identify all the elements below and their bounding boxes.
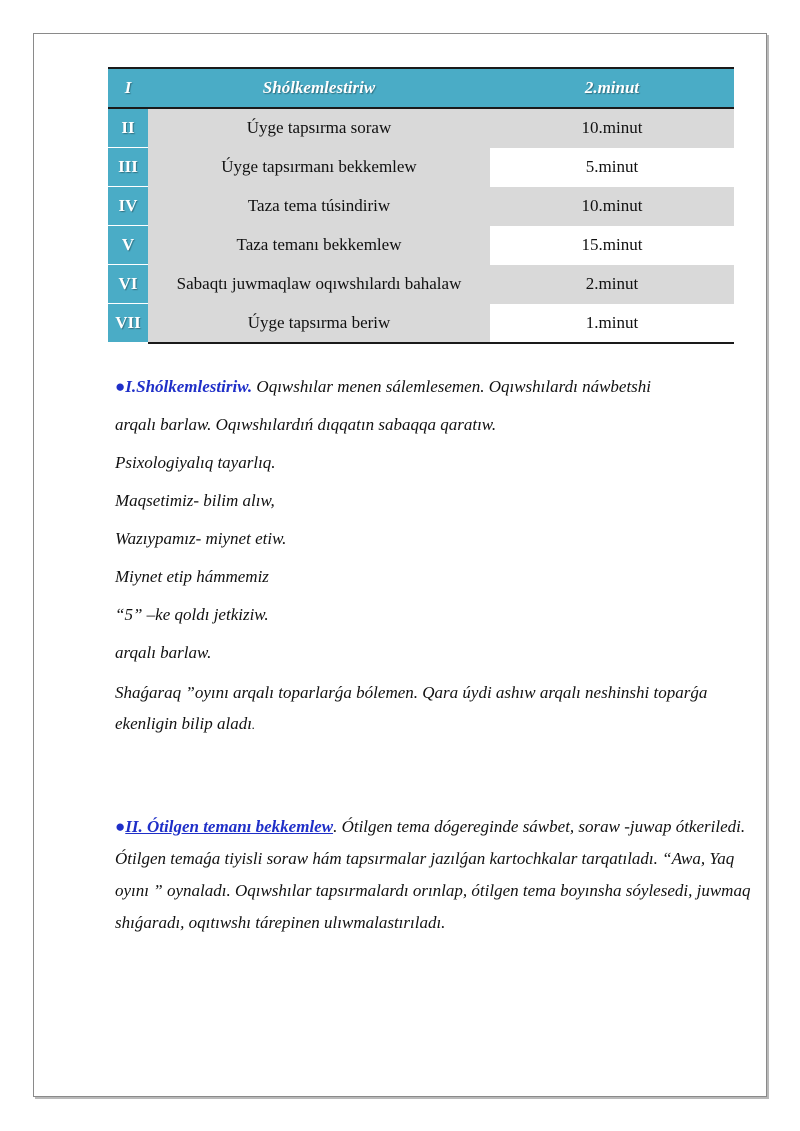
stage-number: II xyxy=(108,108,148,148)
section1-line: Wazıypamız- miynet etiw. xyxy=(115,529,287,548)
section1-line: Psixologiyalıq tayarlıq. xyxy=(115,453,276,472)
stage-name: Shólkemlestiriw xyxy=(148,68,490,108)
stage-number: IV xyxy=(108,187,148,226)
table-row xyxy=(108,148,734,187)
section1-intro: Oqıwshılar menen sálemlesemen. Oqıwshılardı náwbetshi xyxy=(252,377,652,396)
section1-line: arqalı barlaw. xyxy=(115,643,212,662)
table-row xyxy=(108,304,734,343)
section2-paragraph xyxy=(115,677,755,740)
stage-name: Úyge tapsırma soraw xyxy=(148,108,490,148)
stage-name: Taza tema túsindiriw xyxy=(148,187,490,226)
section1-heading: ●I.Shólkemlestiriw. xyxy=(115,377,253,396)
stage-name: Sabaqtı juwmaqlaw oqıwshılardı bahalaw xyxy=(148,265,490,304)
section2-text: Shaǵaraq ”oyını arqalı toparlarǵa bólemen. Qara úydi ashıw arqalı neshinshi toparǵa ekenligin bilip aladı xyxy=(115,683,708,733)
section3-text: . Ótilgen tema dógereginde sáwbet, soraw -juwap ótkeriledi. Ótilgen temaǵa tiyisli soraw hám tapsırmalar jazılǵan kartochkalar tarqatıladı. “Awa, Yaq oyını ” oynaladı. Oqıwshılar tapsırmalardı orınlap, ótilgen tema boyınsha sóylesedi, juwmaq shıǵaradı, oqıtıwshı tárepinen ulıwmalastırıladı. xyxy=(115,817,751,932)
table-row xyxy=(108,187,734,226)
stage-number: I xyxy=(108,68,148,108)
table-row xyxy=(108,108,734,148)
section1-line: “5” –ke qoldı jetkiziw. xyxy=(115,605,269,624)
section3-bullet: ● xyxy=(115,817,126,836)
stage-number: VII xyxy=(108,304,148,343)
section1-line: Maqsetimiz- bilim alıw, xyxy=(115,491,275,510)
stage-number: VI xyxy=(108,265,148,304)
stage-name: Úyge tapsırmanı bekkemlew xyxy=(148,148,490,187)
stage-time: 10.minut xyxy=(490,187,734,226)
section1-paragraph xyxy=(115,368,755,406)
lesson-plan-table xyxy=(108,67,734,344)
section1-line: Miynet etip hámmemiz xyxy=(115,567,269,586)
stage-time: 1.minut xyxy=(490,304,734,343)
section3-heading: II. Ótilgen temanı bekkemlew xyxy=(125,817,334,836)
stage-time: 15.minut xyxy=(490,226,734,265)
table-row xyxy=(108,265,734,304)
stage-time: 5.minut xyxy=(490,148,734,187)
section1-line: arqalı barlaw. Oqıwshılardıń dıqqatın sabaqqa qaratıw. xyxy=(115,415,497,434)
stage-time: 2.minut xyxy=(490,265,734,304)
stage-time: 10.minut xyxy=(490,108,734,148)
table-row xyxy=(108,226,734,265)
stage-number: V xyxy=(108,226,148,265)
table-header-row xyxy=(108,68,734,108)
stage-number: III xyxy=(108,148,148,187)
stage-name: Úyge tapsırma beriw xyxy=(148,304,490,343)
section2-end: . xyxy=(251,717,256,732)
section3-paragraph xyxy=(115,811,755,939)
lesson-description xyxy=(115,368,755,939)
stage-name: Taza temanı bekkemlew xyxy=(148,226,490,265)
stage-time: 2.minut xyxy=(490,68,734,108)
